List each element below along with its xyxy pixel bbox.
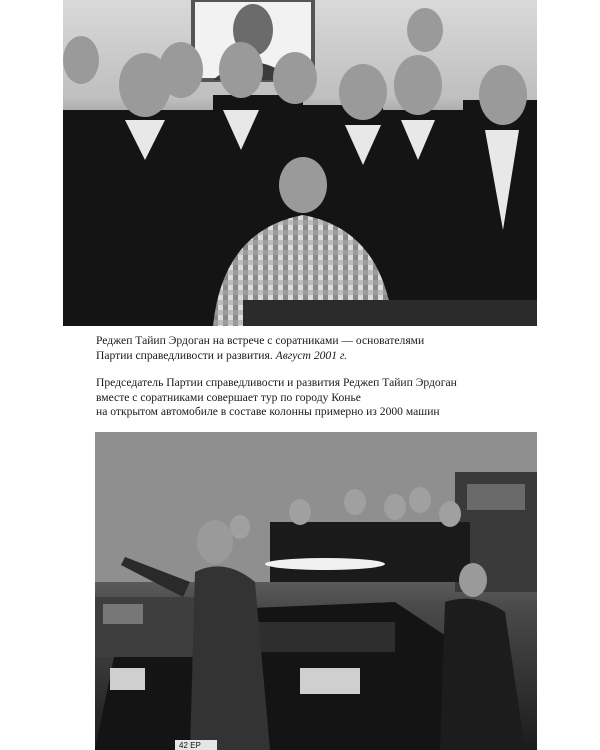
caption-tour-line-2: вместе с соратниками совершает тур по городу Конье	[96, 390, 361, 404]
license-plate-text: 42 ЕР	[179, 741, 201, 750]
caption-meeting-line-2-text: Партии справедливости и развития.	[96, 348, 276, 362]
caption-meeting-line-1: Реджеп Тайип Эрдоган на встрече с соратниками — основателями	[96, 334, 425, 347]
caption-meeting-line-2	[96, 349, 566, 364]
photo-meeting	[63, 0, 537, 326]
photo-motorcade	[95, 432, 537, 750]
caption-meeting	[96, 334, 566, 363]
caption-meeting-date: Август 2001 г.	[275, 348, 348, 362]
photo-motorcade-illustration	[95, 432, 537, 750]
caption-tour-line-3: на открытом автомобиле в составе колонны примерно из 2000 машин	[96, 405, 440, 418]
caption-tour-line-1: Председатель Партии справедливости и развития Реджеп Тайип Эрдоган	[96, 376, 457, 389]
photo-meeting-illustration	[63, 0, 537, 326]
caption-tour	[96, 376, 566, 420]
